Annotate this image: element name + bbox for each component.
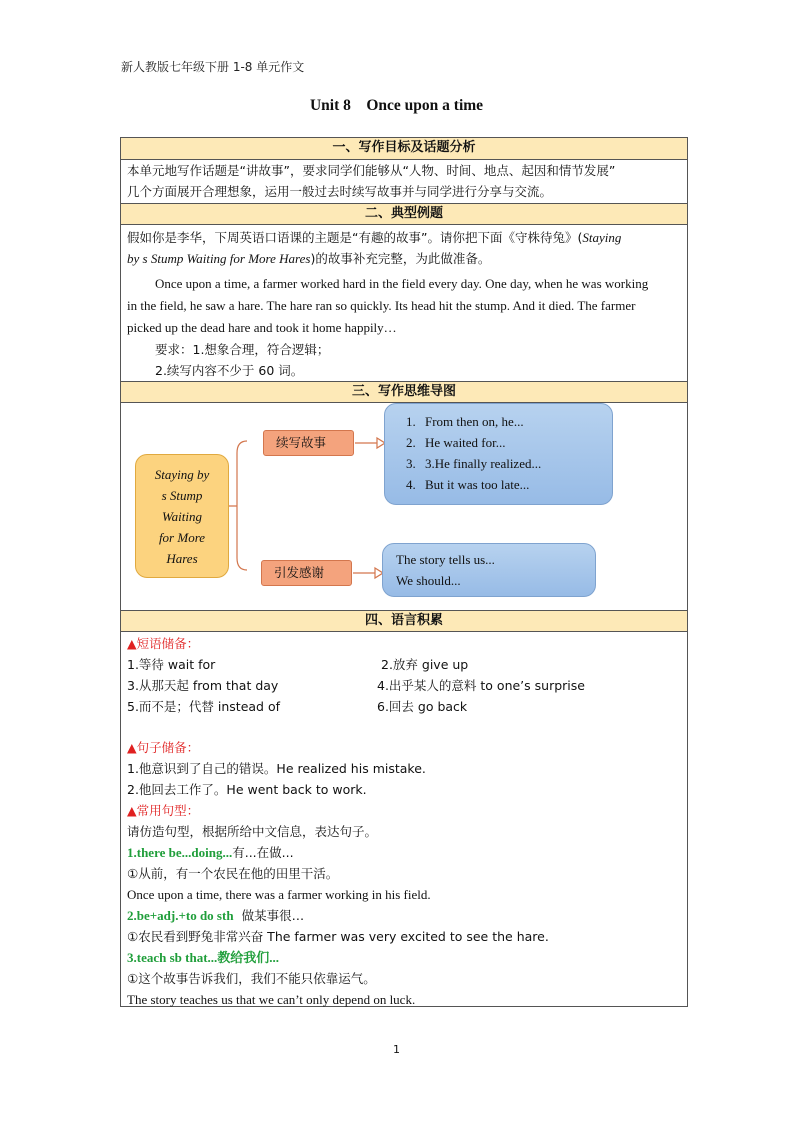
section2-prompt-line2	[127, 248, 490, 269]
reflection-box	[382, 543, 596, 597]
mind-map	[121, 403, 687, 609]
pattern-2-line	[127, 905, 304, 926]
requirement-2: 2.续写内容不少于 60 词。	[155, 363, 304, 378]
phrase-2: 2.放弃 give up	[381, 657, 469, 672]
pattern-title: ▲常用句型：	[127, 803, 200, 818]
section4-heading: 四、语言积累	[121, 610, 687, 632]
center-topic-box	[135, 454, 229, 578]
center-line: s Stump	[161, 487, 203, 503]
story-prompt-item: 1. From then on, he...	[419, 411, 612, 432]
phrase-3: 3.从那天起 from that day	[127, 678, 279, 693]
prompt-text-a: 假如你是李华，下周英语口语课的主题是“有趣的故事”。请你把下面《守株待兔》(	[127, 230, 583, 245]
writing-table	[120, 137, 688, 1007]
phrase-4: 4.出乎某人的意料 to one’s surprise	[377, 678, 585, 693]
document-title: Unit 8 Once upon a time	[309, 97, 484, 114]
sentence-1: 1.他意识到了自己的错误。He realized his mistake.	[127, 761, 426, 776]
pattern-intro: 请仿造句型，根据所给中文信息，表达句子。	[127, 824, 378, 839]
pattern-2-key: 2.be+adj.+to do sth	[127, 908, 234, 923]
sentence-2: 2.他回去工作了。He went back to work.	[127, 782, 367, 797]
phrase-1: 1.等待 wait for	[127, 657, 216, 672]
pattern-2-meaning: 做某事很…	[241, 908, 305, 923]
prompt-text-b: )的故事补充完整，为此做准备。	[310, 251, 491, 266]
section1-line1: 本单元地写作话题是“讲故事”，要求同学们能够从“人物、时间、地点、起因和情节发展”	[127, 163, 616, 178]
requirement-1: 要求：1.想象合理，符合逻辑；	[155, 342, 330, 357]
story-line1: Once upon a time, a farmer worked hard in the field every day. One day, when he was working	[155, 276, 649, 291]
pattern-1-meaning: 有...在做...	[232, 845, 294, 860]
center-line: Hares	[166, 550, 198, 566]
pattern-3-key: 3.teach sb that...教给我们...	[127, 950, 280, 965]
center-line: Waiting	[162, 508, 202, 524]
story-prompt-item: 4. But it was too late...	[419, 474, 612, 495]
section2-heading: 二、典型例题	[121, 203, 687, 225]
pattern-1-key: 1.there be...doing...	[127, 845, 233, 860]
pattern-3-en: The story teaches us that we can’t only depend on luck.	[127, 992, 416, 1007]
phrase-6: 6.回去 go back	[377, 699, 468, 714]
story-prompt-item: 2. He waited for...	[419, 432, 612, 453]
story-line3: picked up the dead hare and took it home happily…	[127, 320, 397, 335]
reflection-line: We should...	[396, 573, 461, 588]
section2-prompt-line1	[127, 227, 621, 248]
center-line: for More	[158, 529, 206, 545]
continue-story-box	[384, 403, 613, 505]
brace-connector	[227, 441, 247, 570]
center-line: Staying by	[154, 466, 210, 482]
pattern-2-example: ①农民看到野兔非常兴奋 The farmer was very excited to see the hare.	[127, 929, 549, 944]
branch-continue-story: 续写故事	[263, 430, 354, 456]
pattern-1-cn: ①从前，有一个农民在他的田里干活。	[127, 866, 339, 881]
section1-heading: 一、写作目标及话题分析	[121, 138, 687, 160]
section1-line2: 几个方面展开合理想象，运用一般过去时续写故事并与同学进行分享与交流。	[127, 184, 553, 199]
pattern-3-cn: ①这个故事告诉我们，我们不能只依靠运气。	[127, 971, 376, 986]
pattern-1-line	[127, 842, 294, 863]
section3-heading: 三、写作思维导图	[121, 381, 687, 403]
phrase-5: 5.而不是；代替 instead of	[127, 699, 281, 714]
page-number: 1	[393, 1043, 400, 1056]
story-line2: in the field, he saw a hare. The hare ran so quickly. Its head hit the stump. And it died. The farmer	[127, 298, 636, 313]
phrase-title: ▲短语储备：	[127, 636, 200, 651]
header-note: 新人教版七年级下册 1-8 单元作文	[121, 60, 305, 74]
prompt-title-b: by s Stump Waiting for More Hares	[127, 251, 311, 266]
story-prompt-item: 3. 3.He finally realized...	[419, 453, 612, 474]
sentence-title: ▲句子储备：	[127, 740, 200, 755]
prompt-title-a: Staying	[582, 230, 622, 245]
reflection-line: The story tells us...	[396, 552, 495, 567]
pattern-1-en: Once upon a time, there was a farmer working in his field.	[127, 887, 431, 902]
branch-reflection: 引发感谢	[261, 560, 352, 586]
